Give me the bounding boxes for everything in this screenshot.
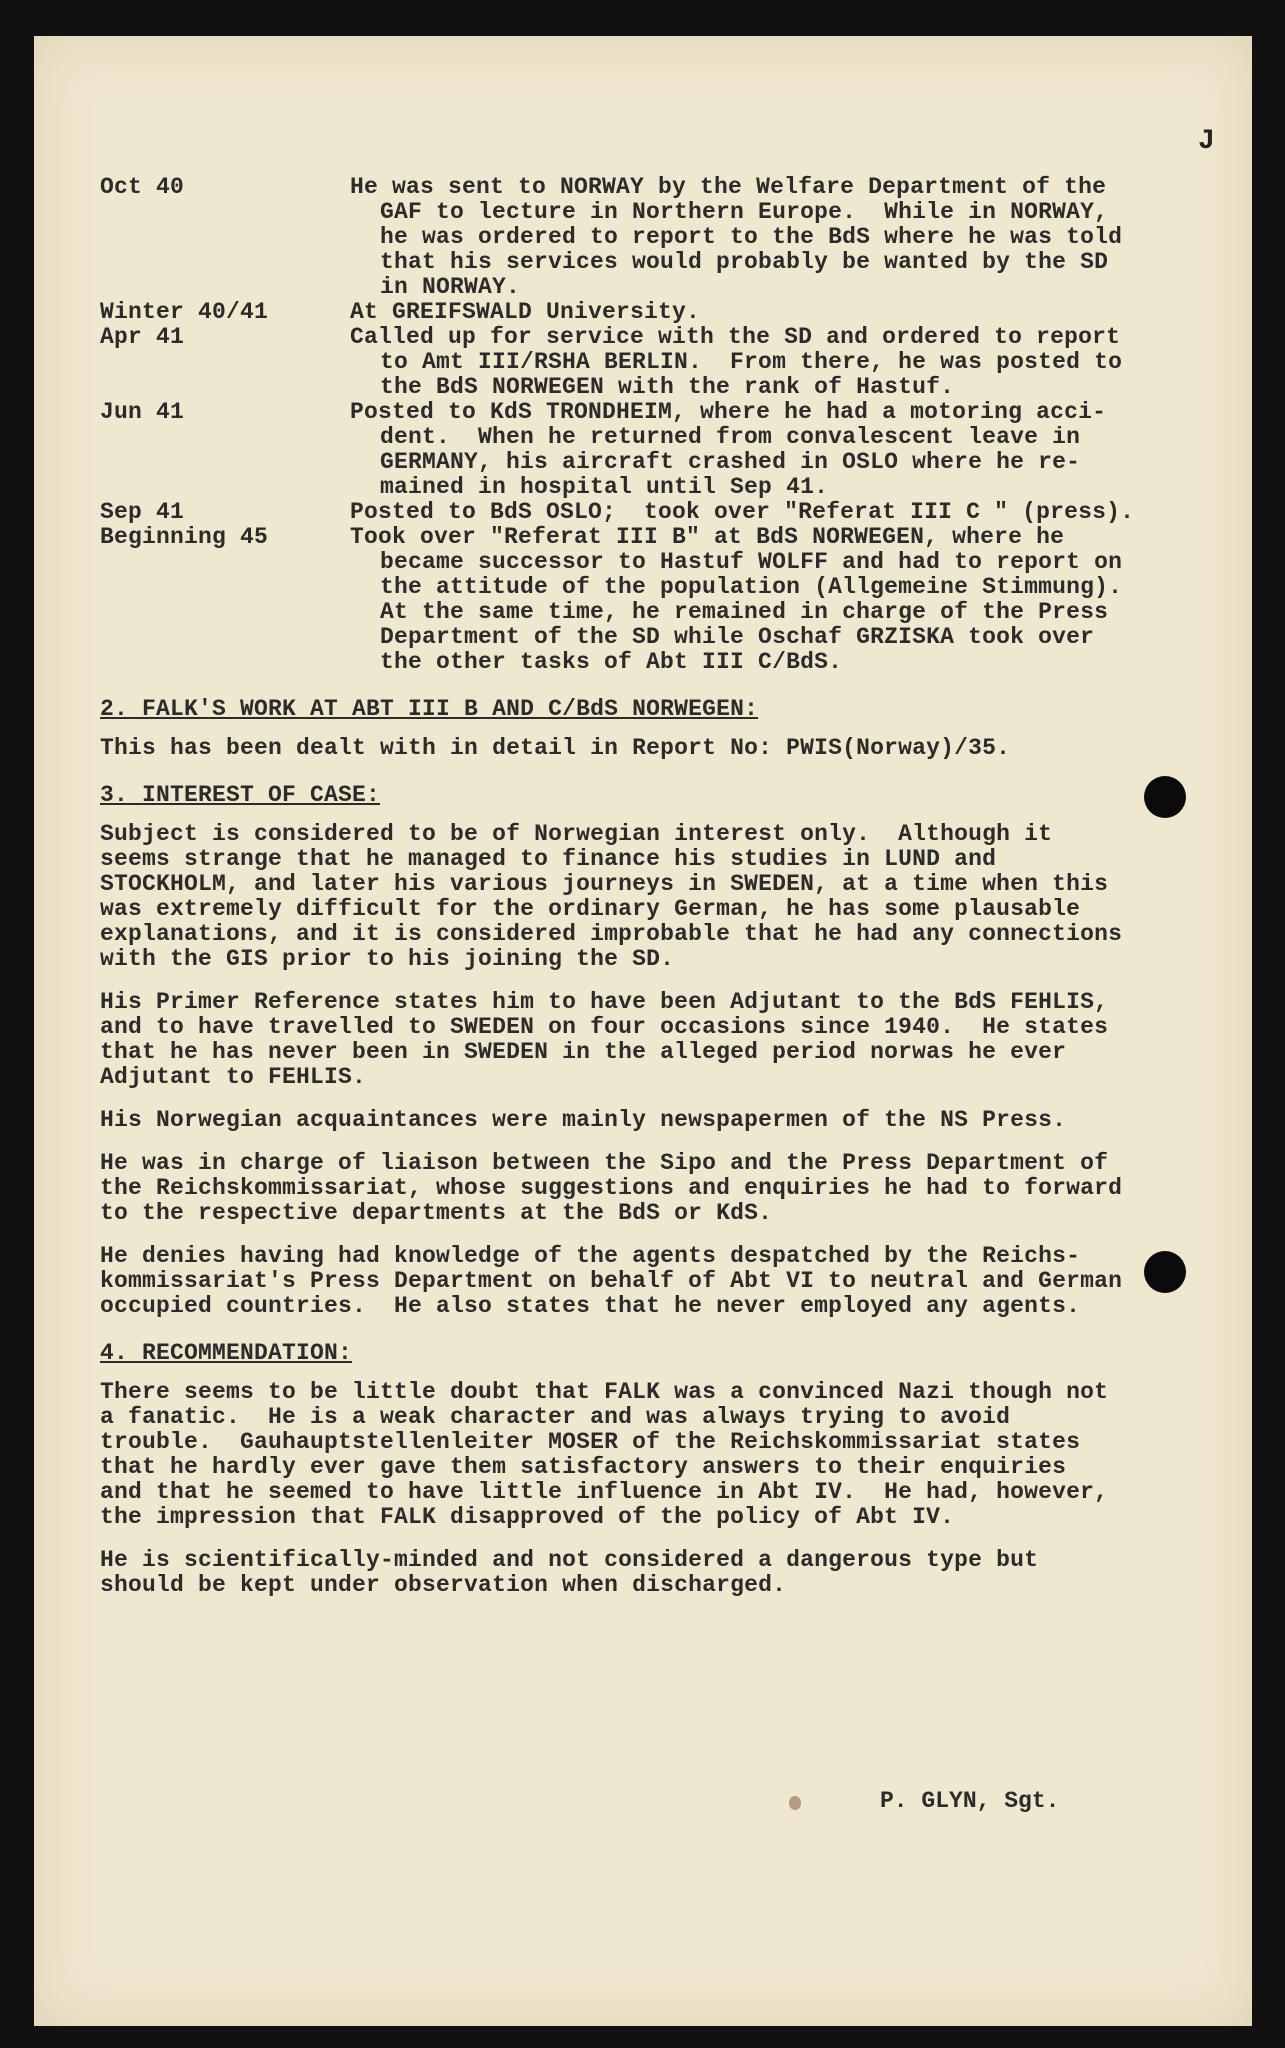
- timeline-text: [350, 400, 1220, 500]
- text-line: His Primer Reference states him to have been Adjutant to the BdS FEHLIS,: [100, 989, 1109, 1015]
- text-line: he was ordered to report to the BdS where he was told: [380, 224, 1123, 250]
- text-line: His Norwegian acquaintances were mainly newspapermen of the NS Press.: [100, 1107, 1067, 1133]
- report-body: [100, 175, 1220, 1616]
- timeline: [100, 175, 1220, 675]
- timeline-date: Oct 40: [100, 174, 185, 200]
- text-line: Took over "Referat III B" at BdS NORWEGEN, where he: [350, 524, 1065, 550]
- text-line: in NORWAY.: [380, 274, 521, 300]
- text-line: kommissariat's Press Department on behalf of Abt VI to neutral and German: [100, 1268, 1123, 1294]
- timeline-entry: [100, 175, 1220, 300]
- text-line: a fanatic. He is a weak character and was always trying to avoid: [100, 1404, 1011, 1430]
- text-line: with the GIS prior to his joining the SD.: [100, 946, 675, 972]
- text-line: the other tasks of Abt III C/BdS.: [380, 649, 843, 675]
- text-line: to the respective departments at the BdS or KdS.: [100, 1200, 773, 1226]
- timeline-text: [350, 325, 1220, 400]
- paragraph: [100, 1151, 1220, 1226]
- timeline-date: Jun 41: [100, 399, 185, 425]
- text-line: Department of the SD while Oschaf GRZISKA took over: [380, 624, 1095, 650]
- section-heading: 3. INTEREST OF CASE:: [100, 782, 381, 808]
- text-line: mained in hospital until Sep 41.: [380, 474, 829, 500]
- ink-smudge: [789, 1796, 801, 1810]
- section-heading: 4. RECOMMENDATION:: [100, 1340, 353, 1366]
- text-line: and to have travelled to SWEDEN on four occasions since 1940. He states: [100, 1014, 1109, 1040]
- text-line: the attitude of the population (Allgemeine Stimmung).: [380, 574, 1123, 600]
- text-line: and that he seemed to have little influence in Abt IV. He had, however,: [100, 1479, 1109, 1505]
- page-mark: J: [1198, 126, 1215, 157]
- timeline-entry: [100, 400, 1220, 500]
- text-line: the impression that FALK disapproved of the policy of Abt IV.: [100, 1504, 955, 1530]
- timeline-date: Beginning 45: [100, 524, 269, 550]
- text-line: Subject is considered to be of Norwegian interest only. Although it: [100, 821, 1053, 847]
- paragraph: [100, 1244, 1220, 1319]
- text-line: GERMANY, his aircraft crashed in OSLO where he re-: [380, 449, 1081, 475]
- text-line: GAF to lecture in Northern Europe. While in NORWAY,: [380, 199, 1109, 225]
- text-line: that his services would probably be wanted by the SD: [380, 249, 1109, 275]
- timeline-entry: [100, 325, 1220, 400]
- text-line: seems strange that he managed to finance his studies in LUND and: [100, 846, 997, 872]
- text-line: to Amt III/RSHA BERLIN. From there, he was posted to: [380, 349, 1123, 375]
- timeline-entry: [100, 500, 1220, 525]
- text-line: Called up for service with the SD and ordered to report: [350, 324, 1121, 350]
- text-line: Posted to KdS TRONDHEIM, where he had a motoring acci-: [350, 399, 1107, 425]
- timeline-date: Sep 41: [100, 499, 185, 525]
- timeline-text: [350, 500, 1220, 525]
- text-line: trouble. Gauhauptstellenleiter MOSER of the Reichskommissariat states: [100, 1429, 1081, 1455]
- signature: P. GLYN, Sgt.: [880, 1788, 1060, 1814]
- text-line: that he hardly ever gave them satisfactory answers to their enquiries: [100, 1454, 1067, 1480]
- text-line: He was sent to NORWAY by the Welfare Department of the: [350, 174, 1107, 200]
- paragraph: [100, 1108, 1220, 1133]
- text-line: At GREIFSWALD University.: [350, 299, 701, 325]
- timeline-text: [350, 525, 1220, 675]
- text-line: became successor to Hastuf WOLFF and had to report on: [380, 549, 1123, 575]
- text-line: He is scientifically-minded and not considered a dangerous type but: [100, 1547, 1039, 1573]
- text-line: the Reichskommissariat, whose suggestions and enquiries he had to forward: [100, 1175, 1123, 1201]
- timeline-text: [350, 175, 1220, 300]
- timeline-date: Apr 41: [100, 324, 185, 350]
- text-line: At the same time, he remained in charge of the Press: [380, 599, 1109, 625]
- text-line: explanations, and it is considered improbable that he had any connections: [100, 921, 1123, 947]
- text-line: This has been dealt with in detail in Report No: PWIS(Norway)/35.: [100, 735, 1011, 761]
- text-line: Posted to BdS OSLO; took over "Referat III C " (press).: [350, 499, 1135, 525]
- text-line: Adjutant to FEHLIS.: [100, 1064, 367, 1090]
- timeline-text: [350, 300, 1220, 325]
- text-line: He denies having had knowledge of the agents despatched by the Reichs-: [100, 1243, 1081, 1269]
- text-line: He was in charge of liaison between the Sipo and the Press Department of: [100, 1150, 1109, 1176]
- text-line: should be kept under observation when discharged.: [100, 1572, 787, 1598]
- text-line: There seems to be little doubt that FALK was a convinced Nazi though not: [100, 1379, 1109, 1405]
- paragraph: [100, 1380, 1220, 1530]
- timeline-entry: [100, 525, 1220, 675]
- paragraph: [100, 822, 1220, 972]
- paragraph: [100, 736, 1220, 761]
- timeline-entry: [100, 300, 1220, 325]
- paragraph: [100, 1548, 1220, 1598]
- text-line: dent. When he returned from convalescent leave in: [380, 424, 1081, 450]
- text-line: the BdS NORWEGEN with the rank of Hastuf.: [380, 374, 955, 400]
- text-line: was extremely difficult for the ordinary German, he has some plausable: [100, 896, 1081, 922]
- text-line: STOCKHOLM, and later his various journeys in SWEDEN, at a time when this: [100, 871, 1109, 897]
- paragraph: [100, 990, 1220, 1090]
- section-heading: 2. FALK'S WORK AT ABT III B AND C/BdS NORWEGEN:: [100, 696, 759, 722]
- text-line: occupied countries. He also states that he never employed any agents.: [100, 1293, 1081, 1319]
- timeline-date: Winter 40/41: [100, 299, 269, 325]
- text-line: that he has never been in SWEDEN in the alleged period norwas he ever: [100, 1039, 1067, 1065]
